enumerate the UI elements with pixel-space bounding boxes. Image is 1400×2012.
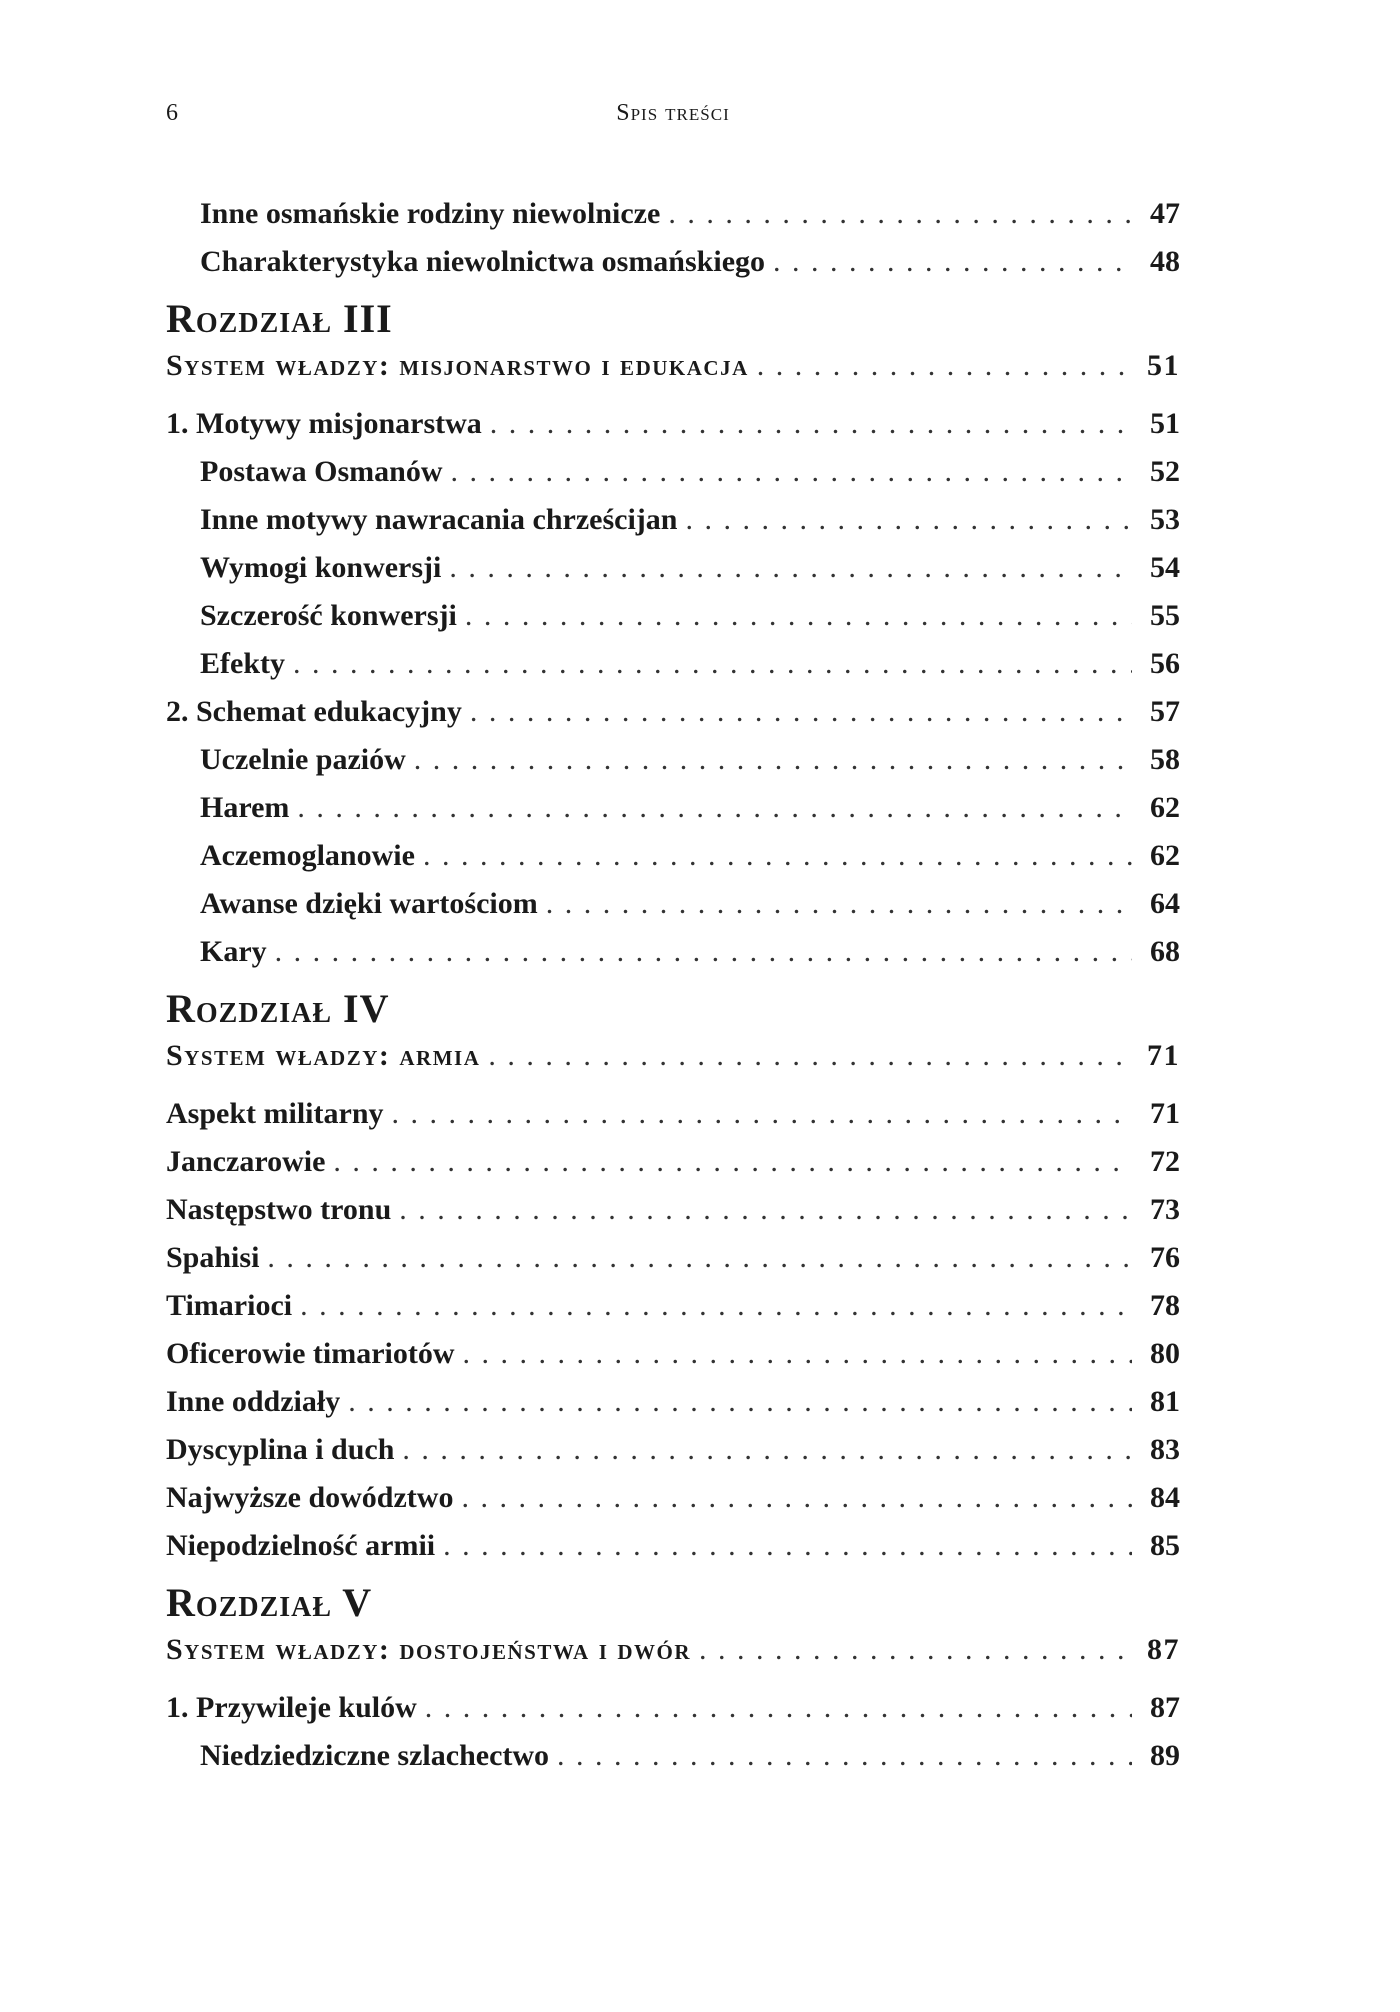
section-heading: Spis treści [616, 100, 730, 126]
toc-entry [166, 1138, 1180, 1186]
toc-entry [166, 928, 1180, 976]
dot-leader [293, 640, 1132, 688]
entry-title: Inne osmańskie rodziny niewolnicze [200, 197, 661, 230]
entry-page-number: 80 [1150, 1337, 1180, 1370]
toc-entry [166, 1426, 1180, 1474]
entry-title: Timarioci [166, 1289, 293, 1322]
dot-leader [557, 1732, 1132, 1780]
page-number: 6 [166, 100, 179, 126]
dot-leader [402, 1426, 1132, 1474]
toc-entry [166, 640, 1180, 688]
toc-entry [166, 688, 1180, 736]
chapter-label: Rozdział V [166, 1580, 373, 1625]
entry-page-number: 83 [1150, 1433, 1180, 1466]
entry-title: Uczelnie paziów [200, 743, 406, 776]
entry-page-number: 64 [1150, 887, 1180, 920]
toc-entry [166, 1474, 1180, 1522]
entry-page-number: 54 [1150, 551, 1180, 584]
dot-leader [451, 448, 1132, 496]
entry-title: Szczerość konwersji [200, 599, 457, 632]
entry-page-number: 78 [1150, 1289, 1180, 1322]
dot-leader [300, 1282, 1132, 1330]
entry-page-number: 48 [1150, 245, 1180, 278]
entry-page-number: 84 [1150, 1481, 1180, 1514]
entry-title: Oficerowie timariotów [166, 1337, 455, 1370]
dot-leader [757, 342, 1132, 390]
entry-page-number: 68 [1150, 935, 1180, 968]
toc-entry [166, 1282, 1180, 1330]
entry-title: Awanse dzięki wartościom [200, 887, 538, 920]
entry-page-number: 87 [1147, 1633, 1180, 1666]
entry-title: Spahisi [166, 1241, 260, 1274]
dot-leader [267, 1234, 1132, 1282]
toc-entry [166, 238, 1180, 286]
toc-entry [166, 784, 1180, 832]
entry-title: Niepodzielność armii [166, 1529, 436, 1562]
dot-leader [685, 496, 1132, 544]
toc-entry [166, 1186, 1180, 1234]
entry-title: Wymogi konwersji [200, 551, 442, 584]
toc-entry [166, 736, 1180, 784]
entry-page-number: 73 [1150, 1193, 1180, 1226]
entry-title: Kary [200, 935, 267, 968]
entry-page-number: 76 [1150, 1241, 1180, 1274]
entry-title: Następstwo tronu [166, 1193, 392, 1226]
toc-entry [166, 1378, 1180, 1426]
entry-title: 2. Schemat edukacyjny [166, 695, 462, 728]
dot-leader [425, 1684, 1132, 1732]
chapter-title [166, 1626, 1180, 1674]
table-of-contents [166, 190, 1180, 1780]
dot-leader [443, 1522, 1132, 1570]
entry-page-number: 89 [1150, 1739, 1180, 1772]
entry-title: Efekty [200, 647, 285, 680]
entry-page-number: 71 [1147, 1039, 1180, 1072]
entry-title: Harem [200, 791, 290, 824]
entry-title: Charakterystyka niewolnictwa osmańskiego [200, 245, 766, 278]
entry-title: Aspekt militarny [166, 1097, 384, 1130]
toc-entry [166, 880, 1180, 928]
entry-page-number: 52 [1150, 455, 1180, 488]
dot-leader [297, 784, 1132, 832]
entry-title: Dyscyplina i duch [166, 1433, 395, 1466]
toc-entry [166, 400, 1180, 448]
toc-entry [166, 1330, 1180, 1378]
entry-title: Najwyższe dowództwo [166, 1481, 454, 1514]
toc-entry [166, 592, 1180, 640]
toc-entry [166, 1522, 1180, 1570]
entry-title: 1. Przywileje kulów [166, 1691, 417, 1724]
entry-page-number: 85 [1150, 1529, 1180, 1562]
entry-page-number: 55 [1150, 599, 1180, 632]
entry-title: Janczarowie [166, 1145, 326, 1178]
entry-title: Postawa Osmanów [200, 455, 443, 488]
dot-leader [490, 400, 1132, 448]
dot-leader [333, 1138, 1132, 1186]
entry-page-number: 58 [1150, 743, 1180, 776]
dot-leader [461, 1474, 1132, 1522]
entry-title: Inne motywy nawracania chrześcijan [200, 503, 678, 536]
toc-entry [166, 1684, 1180, 1732]
entry-title: Aczemoglanowie [200, 839, 415, 872]
dot-leader [699, 1626, 1132, 1674]
chapter-label: Rozdział IV [166, 986, 390, 1031]
entry-page-number: 56 [1150, 647, 1180, 680]
toc-entry [166, 448, 1180, 496]
toc-entry [166, 832, 1180, 880]
entry-page-number: 62 [1150, 839, 1180, 872]
entry-title: System władzy: misjonarstwo i edukacja [166, 349, 749, 382]
toc-entry [166, 1732, 1180, 1780]
toc-entry [166, 1234, 1180, 1282]
dot-leader [399, 1186, 1132, 1234]
dot-leader [423, 832, 1132, 880]
chapter-title [166, 342, 1180, 390]
entry-page-number: 51 [1150, 407, 1180, 440]
toc-entry [166, 190, 1180, 238]
toc-entry [166, 496, 1180, 544]
entry-page-number: 72 [1150, 1145, 1180, 1178]
entry-page-number: 47 [1150, 197, 1180, 230]
entry-page-number: 53 [1150, 503, 1180, 536]
entry-page-number: 81 [1150, 1385, 1180, 1418]
dot-leader [348, 1378, 1132, 1426]
dot-leader [392, 1090, 1133, 1138]
entry-page-number: 71 [1150, 1097, 1180, 1130]
dot-leader [465, 592, 1132, 640]
dot-leader [488, 1032, 1132, 1080]
running-head [166, 100, 1180, 136]
entry-title: System władzy: dostojeństwa i dwór [166, 1633, 692, 1666]
chapter-title [166, 1032, 1180, 1080]
entry-page-number: 57 [1150, 695, 1180, 728]
toc-entry [166, 1090, 1180, 1138]
entry-page-number: 87 [1150, 1691, 1180, 1724]
entry-title: Inne oddziały [166, 1385, 341, 1418]
dot-leader [414, 736, 1132, 784]
entry-title: Niedziedziczne szlachectwo [200, 1739, 550, 1772]
toc-entry [166, 544, 1180, 592]
dot-leader [275, 928, 1132, 976]
dot-leader [449, 544, 1132, 592]
entry-title: 1. Motywy misjonarstwa [166, 407, 482, 440]
dot-leader [470, 688, 1132, 736]
chapter-label: Rozdział III [166, 296, 393, 341]
entry-page-number: 62 [1150, 791, 1180, 824]
entry-title: System władzy: armia [166, 1039, 481, 1072]
entry-page-number: 51 [1147, 349, 1180, 382]
dot-leader [773, 238, 1132, 286]
dot-leader [668, 190, 1132, 238]
dot-leader [546, 880, 1132, 928]
dot-leader [463, 1330, 1132, 1378]
